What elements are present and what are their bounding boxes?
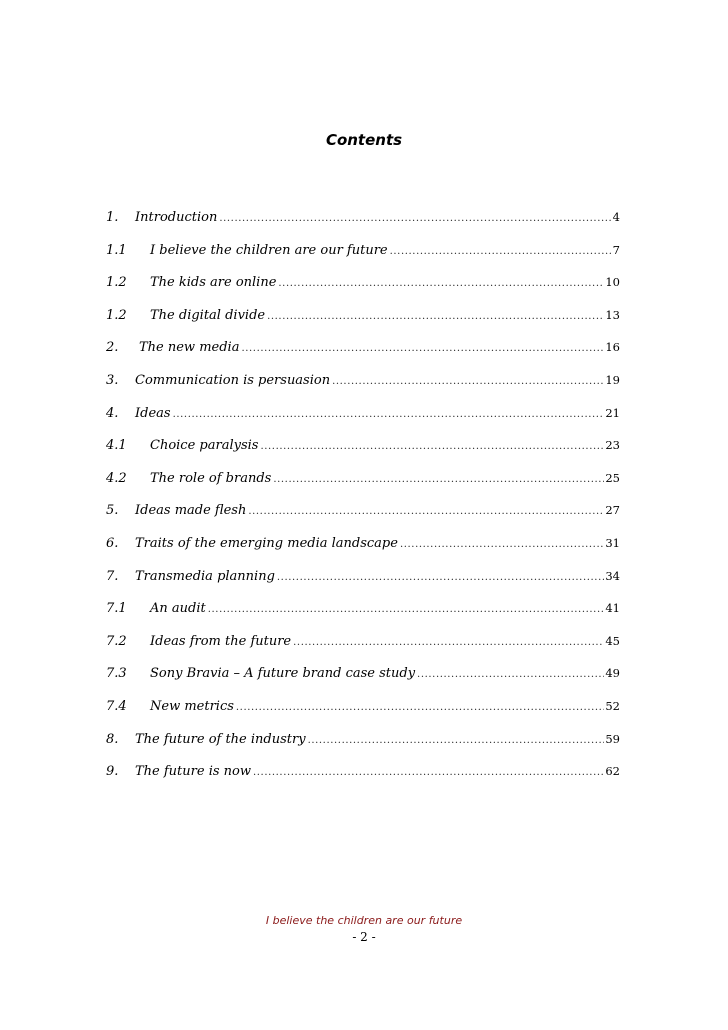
dot-leader — [390, 243, 612, 260]
toc-entry-page: 16 — [605, 340, 620, 355]
toc-entry[interactable] — [106, 242, 620, 275]
toc-entry-number: 5. — [106, 503, 119, 519]
toc-entry-title: The role of brands — [150, 470, 272, 486]
toc-entry-title: New metrics — [150, 698, 234, 714]
toc-entry-page: 62 — [605, 764, 620, 779]
toc-entry-title: An audit — [150, 601, 206, 617]
toc-entry[interactable] — [106, 405, 620, 438]
toc-entry[interactable] — [106, 339, 620, 372]
toc-entry-title: Introduction — [135, 210, 218, 225]
toc-entry-page: 7 — [612, 242, 620, 257]
toc-entry-number: 4.1 — [106, 438, 127, 454]
toc-entry-number: 7.1 — [106, 601, 127, 617]
toc-entry[interactable] — [106, 502, 620, 535]
toc-entry[interactable] — [106, 698, 620, 731]
dot-leader — [277, 569, 604, 586]
toc-entry-number: 8. — [106, 731, 119, 747]
toc-entry-page: 52 — [605, 698, 620, 713]
dot-leader — [260, 438, 604, 455]
dot-leader — [278, 275, 604, 292]
toc-entry-title: Sony Bravia – A future brand case study — [150, 666, 416, 682]
toc-entry-number: 9. — [106, 764, 119, 780]
table-of-contents — [106, 209, 620, 796]
toc-entry-title: The future is now — [135, 764, 251, 780]
toc-entry-page: 45 — [605, 633, 620, 648]
toc-entry-number: 7.2 — [106, 633, 127, 649]
toc-entry-number: 1.2 — [106, 275, 127, 291]
toc-entry-title: I believe the children are our future — [150, 242, 388, 258]
toc-entry-title: The kids are online — [150, 275, 277, 291]
toc-entry-page: 34 — [605, 568, 620, 583]
toc-entry-number: 7.3 — [106, 666, 127, 682]
toc-entry-page: 49 — [605, 666, 620, 681]
toc-entry-title: Traits of the emerging media landscape — [135, 535, 398, 551]
dot-leader — [219, 210, 611, 227]
toc-entry[interactable] — [106, 731, 620, 764]
toc-entry-page: 41 — [605, 601, 620, 616]
toc-entry[interactable] — [106, 372, 620, 405]
toc-entry-number: 7. — [106, 568, 119, 584]
toc-entry-number: 1.2 — [106, 307, 127, 323]
toc-entry-number: 1. — [106, 210, 119, 225]
dot-leader — [332, 373, 604, 390]
toc-entry-page: 10 — [605, 275, 620, 290]
toc-entry-title: Choice paralysis — [150, 438, 259, 454]
dot-leader — [273, 471, 604, 488]
toc-entry-page: 23 — [605, 438, 620, 453]
footer-page-number: - 2 - — [352, 930, 376, 944]
toc-entry[interactable] — [106, 470, 620, 503]
toc-entry-page: 59 — [605, 731, 620, 746]
toc-entry-number: 4. — [106, 405, 119, 421]
dot-leader — [208, 601, 605, 618]
dot-leader — [173, 406, 605, 423]
dot-leader — [267, 308, 604, 325]
toc-entry-page: 4 — [612, 210, 620, 224]
toc-entry-title: The future of the industry — [135, 731, 306, 747]
dot-leader — [241, 340, 604, 357]
dot-leader — [236, 699, 604, 716]
dot-leader — [417, 666, 604, 683]
toc-entry[interactable] — [106, 600, 620, 633]
toc-entry[interactable] — [106, 274, 620, 307]
dot-leader — [400, 536, 604, 553]
toc-entry-number: 7.4 — [106, 698, 127, 714]
contents-heading: Contents — [325, 131, 403, 149]
toc-entry[interactable] — [106, 209, 620, 242]
toc-entry-page: 19 — [605, 372, 620, 387]
footer-title: I believe the children are our future — [265, 914, 463, 927]
toc-entry-number: 6. — [106, 535, 119, 551]
toc-entry[interactable] — [106, 633, 620, 666]
toc-entry-number: 1.1 — [106, 242, 127, 258]
toc-entry-title: The digital divide — [150, 307, 266, 323]
dot-leader — [253, 764, 604, 781]
dot-leader — [308, 732, 605, 749]
toc-entry[interactable] — [106, 437, 620, 470]
toc-entry[interactable] — [106, 568, 620, 601]
toc-entry[interactable] — [106, 763, 620, 796]
toc-entry-page: 21 — [605, 405, 620, 420]
toc-entry-title: Ideas — [135, 405, 171, 421]
toc-entry[interactable] — [106, 535, 620, 568]
toc-entry-page: 27 — [605, 503, 620, 518]
toc-entry-number: 3. — [106, 372, 119, 388]
toc-entry-page: 31 — [605, 535, 620, 550]
toc-entry-number: 4.2 — [106, 470, 127, 486]
toc-entry-page: 13 — [605, 307, 620, 322]
toc-entry-title: Ideas made flesh — [135, 503, 247, 519]
toc-entry-title: Communication is persuasion — [135, 372, 331, 388]
toc-entry[interactable] — [106, 307, 620, 340]
toc-entry-title: Transmedia planning — [135, 568, 275, 584]
toc-entry-number: 2. — [106, 340, 119, 356]
toc-entry-title: Ideas from the future — [150, 633, 292, 649]
toc-entry-title: The new media — [139, 340, 240, 356]
toc-entry-page: 25 — [605, 470, 620, 485]
dot-leader — [248, 503, 604, 520]
toc-entry[interactable] — [106, 665, 620, 698]
dot-leader — [293, 634, 604, 651]
